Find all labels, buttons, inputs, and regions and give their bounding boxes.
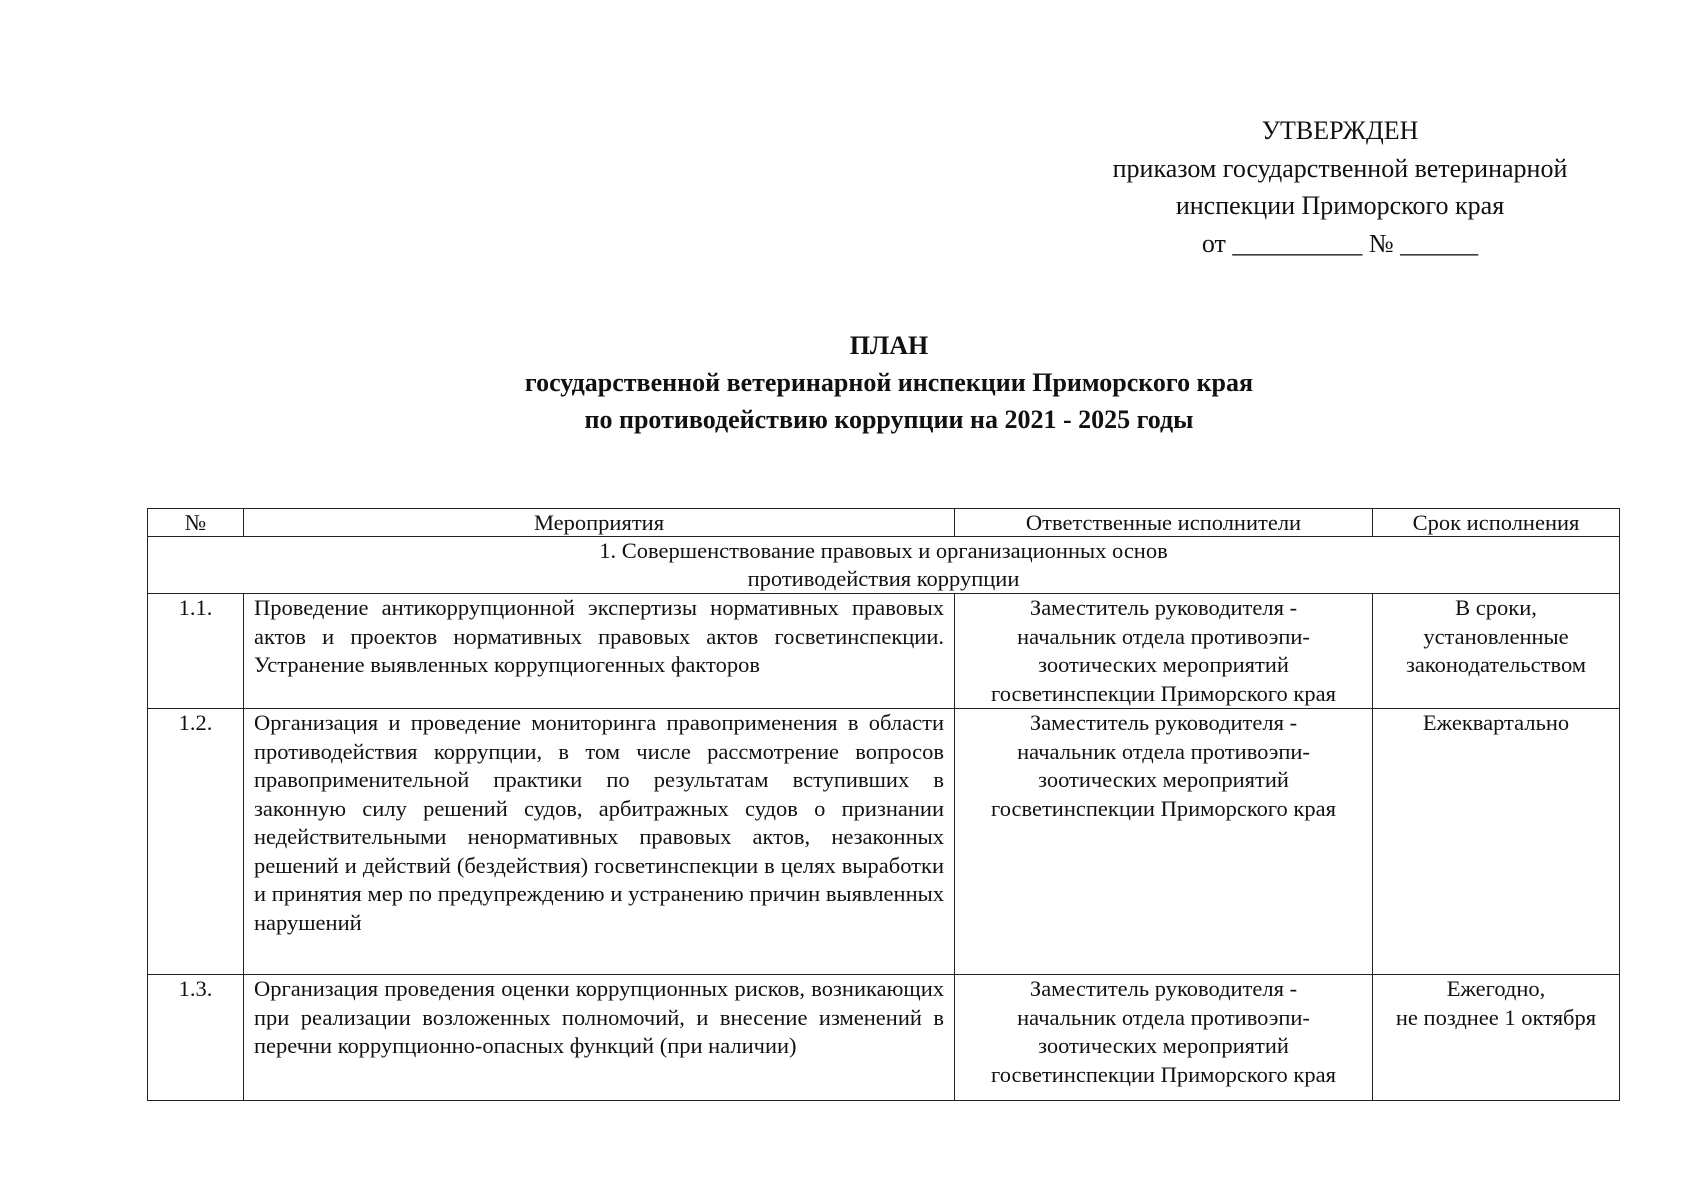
- responsible-line: Заместитель руководителя -: [1029, 710, 1298, 735]
- responsible-line: начальник отдела противоэпи-: [1017, 1004, 1310, 1030]
- row-responsible: [955, 709, 1373, 975]
- responsible-line: Заместитель руководителя -: [1029, 976, 1298, 1001]
- table-row: [148, 594, 1620, 709]
- table-row: [148, 709, 1620, 975]
- responsible-line: госветинспекции Приморского края: [991, 680, 1336, 706]
- plan-title: [0, 327, 1698, 438]
- deadline-line: В сроки,: [1455, 595, 1537, 620]
- approval-date-number-line: от __________ № ______: [1201, 228, 1479, 258]
- header-num: №: [148, 509, 244, 537]
- responsible-line: госветинспекции Приморского края: [991, 1061, 1336, 1087]
- header-activities: Мероприятия: [244, 509, 955, 537]
- deadline-line: установленные: [1423, 623, 1569, 649]
- row-number: 1.3.: [148, 975, 244, 1101]
- responsible-line: зоотических мероприятий: [1038, 767, 1289, 792]
- responsible-line: зоотических мероприятий: [1038, 652, 1289, 677]
- plan-title-org: государственной ветеринарной инспекции Приморского края: [524, 368, 1254, 397]
- row-deadline: [1373, 594, 1620, 709]
- responsible-line: начальник отдела противоэпи-: [1017, 738, 1310, 764]
- row-number: 1.2.: [148, 709, 244, 975]
- approval-org-line: инспекции Приморского края: [1175, 191, 1505, 220]
- table-row: [148, 975, 1620, 1101]
- section-heading: [148, 537, 1620, 594]
- row-activity: Проведение антикоррупционной экспертизы нормативных правовых актов и проектов нормативных правовых актов госветинспекции. Устранение выявленных коррупциогенных факторов: [244, 594, 955, 709]
- approval-heading: УТВЕРЖДЕН: [1261, 116, 1419, 145]
- plan-title-heading: ПЛАН: [849, 331, 929, 360]
- responsible-line: зоотических мероприятий: [1038, 1033, 1289, 1058]
- header-deadline: Срок исполнения: [1373, 509, 1620, 537]
- header-responsible: Ответственные исполнители: [955, 509, 1373, 537]
- section-heading-line2: противодействия коррупции: [747, 566, 1020, 591]
- section-heading-line1: 1. Совершенствование правовых и организационных основ: [599, 538, 1168, 563]
- row-activity: Организация и проведение мониторинга правоприменения в области противодействия коррупции, в том числе рассмотрение вопросов правоприменительной практики по результатам вступивших в законную силу решений судов, арбитражных судов о признании недействительными ненормативных правовых актов, незаконных решений и действий (бездействия) госветинспекции в целях выработки и принятия мер по предупреждению и устранению причин выявленных нарушений: [244, 709, 955, 975]
- row-responsible: [955, 594, 1373, 709]
- plan-table: [147, 508, 1620, 1101]
- table-header-row: [148, 509, 1620, 537]
- responsible-line: госветинспекции Приморского края: [991, 795, 1336, 821]
- responsible-line: Заместитель руководителя -: [1029, 595, 1298, 620]
- deadline-line: законодательством: [1405, 652, 1587, 677]
- section-row: [148, 537, 1620, 594]
- row-activity: Организация проведения оценки коррупционных рисков, возникающих при реализации возложенных полномочий, и внесение изменений в перечни коррупционно-опасных функций (при наличии): [244, 975, 955, 1101]
- row-deadline: [1373, 709, 1620, 975]
- deadline-line: не позднее 1 октября: [1395, 1004, 1597, 1030]
- deadline-line: Ежегодно,: [1446, 976, 1546, 1001]
- approval-block: [1080, 112, 1600, 262]
- plan-title-subject: по противодействию коррупции на 2021 - 2025 годы: [584, 405, 1194, 434]
- row-number: 1.1.: [148, 594, 244, 709]
- responsible-line: начальник отдела противоэпи-: [1017, 623, 1310, 649]
- approval-order-line: приказом государственной ветеринарной: [1112, 153, 1568, 183]
- row-deadline: [1373, 975, 1620, 1101]
- row-responsible: [955, 975, 1373, 1101]
- deadline-line: Ежеквартально: [1422, 710, 1570, 735]
